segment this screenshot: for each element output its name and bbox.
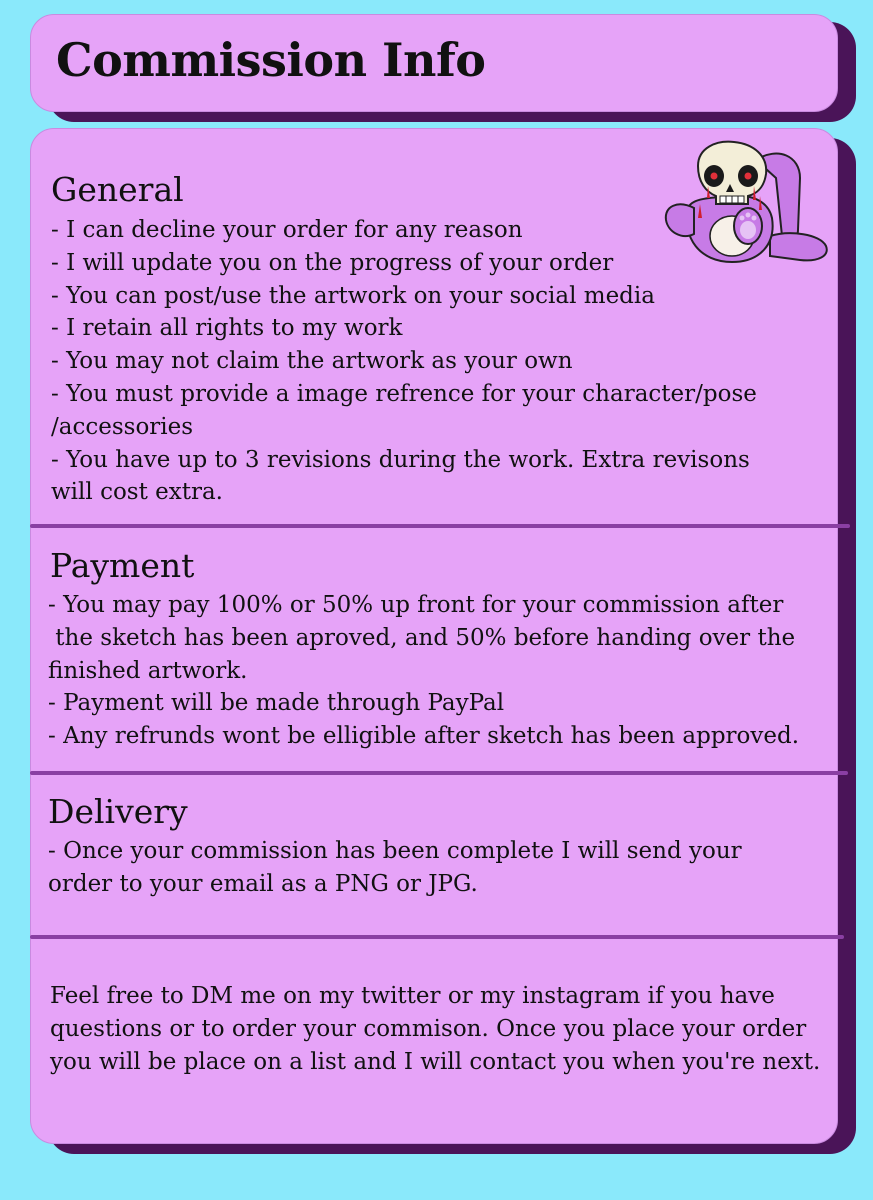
section-divider <box>30 524 850 528</box>
list-item: - I retain all rights to my work <box>51 315 403 342</box>
general-heading: General <box>51 170 184 209</box>
list-item: finished artwork. <box>48 657 248 684</box>
list-item: - You may pay 100% or 50% up front for your commission after <box>48 592 784 618</box>
contact-paragraph <box>50 980 820 1079</box>
list-item: - You have up to 3 revisions during the work. Extra revisons <box>51 446 750 473</box>
list-item: will cost extra. <box>51 479 223 506</box>
delivery-heading: Delivery <box>48 792 188 831</box>
list-item: - I will update you on the progress of your order <box>51 249 614 276</box>
list-item: - I can decline your order for any reason <box>51 217 523 243</box>
general-list <box>51 214 757 509</box>
section-divider <box>30 771 848 775</box>
list-item: - You can post/use the artwork on your social media <box>51 282 655 309</box>
page-title: Commission Info <box>56 33 486 87</box>
delivery-list <box>48 835 742 901</box>
list-item: the sketch has been aproved, and 50% before handing over the <box>48 624 796 651</box>
list-item: - Any refrunds wont be elligible after sketch has been approved. <box>48 723 800 750</box>
list-item: order to your email as a PNG or JPG. <box>48 870 478 897</box>
list-item: - Payment will be made through PayPal <box>48 690 505 717</box>
payment-heading: Payment <box>50 546 195 585</box>
list-item: /accessories <box>51 413 194 440</box>
list-item: - You may not claim the artwork as your own <box>51 348 573 375</box>
contact-line: you will be place on a list and I will contact you when you're next. <box>50 1049 821 1075</box>
contact-line: Feel free to DM me on my twitter or my instagram if you have <box>50 983 775 1009</box>
list-item: - Once your commission has been complete I will send your <box>48 838 742 864</box>
list-item: - You must provide a image refrence for your character/pose <box>51 380 757 407</box>
contact-line: questions or to order your commison. Once you place your order <box>50 1016 807 1042</box>
payment-list <box>48 589 799 753</box>
section-divider <box>30 935 844 939</box>
